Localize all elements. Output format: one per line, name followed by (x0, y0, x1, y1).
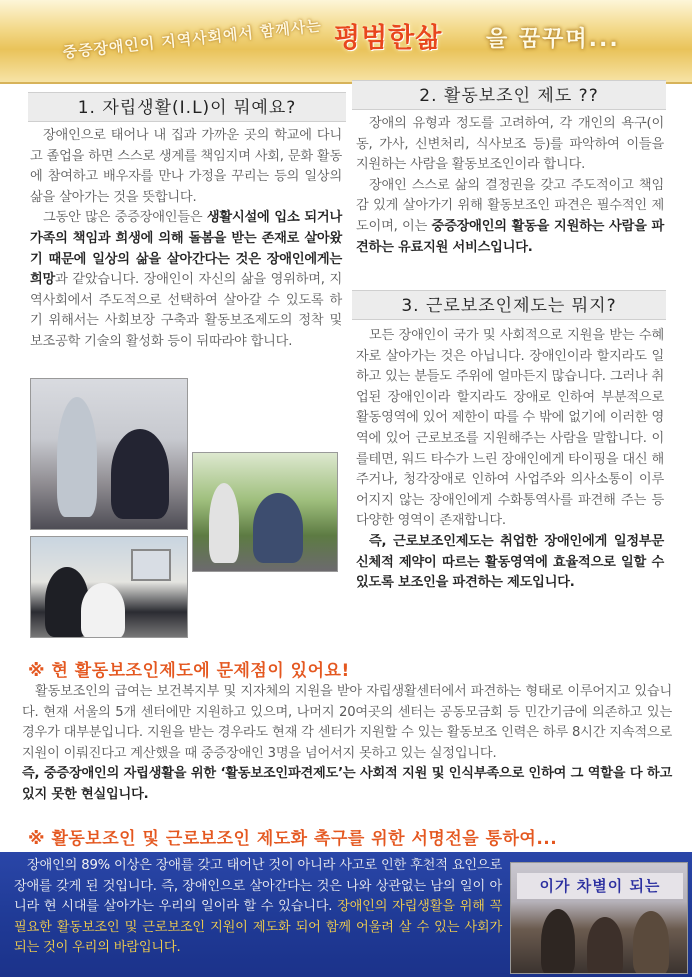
monitor-shape (131, 549, 171, 581)
section2-p2-emphasis: 중증장애인의 활동을 지원하는 사람을 파견하는 유료지원 서비스입니다. (356, 218, 665, 255)
problem-paragraph-1: 활동보조인의 급여는 보건복지부 및 지자체의 지원을 받아 자립생활센터에서 파견하는 형태로 이루어지고 있습니다. 현재 서울의 5개 센터에만 지원하고 있으며, 나머지 20여곳의 센터는 공동모금회 등 민간기금에 의존하고 있는 경우가 대부분입니다. 지원을 받는 경우라도 현재 각 센터가 지원할 수 있는 활동보조 인력은 하루 8시간 지속적으로 지원이 이뤄진다고 계산했을 때 중증장애인 3명을 넘어서지 못하고 있는 실정입니다. (22, 684, 672, 761)
problem-paragraph-2: 즉, 중증장애인의 자립생활을 위한 ‘활동보조인파견제도’는 사회적 지원 및 인식부족으로 인하여 그 역할을 다 하고 있지 못한 현실입니다. (22, 766, 672, 802)
photo-figure (209, 483, 239, 563)
petition-heading: ※ 활동보조인 및 근로보조인 제도화 촉구를 위한 서명전을 통하여... (28, 829, 558, 849)
section1-body (30, 126, 342, 353)
photo-figure (587, 917, 623, 974)
section1-paragraph-2 (30, 208, 342, 352)
petition-highlight: 장애인의 자립생활을 위해 꼭 필요한 활동보조인 및 근로보조인 지원이 제도화 되어 함께 어울려 살 수 있는 사회가 되는 것이 우리의 바람입니다. (14, 899, 502, 956)
header-banner (0, 0, 692, 84)
section2-paragraph-1: 장애의 유형과 정도를 고려하여, 각 개인의 욕구(이동, 가사, 신변처리, 식사보조 등)를 파악하여 이들을 지원하는 사람을 활동보조인이라 합니다. (356, 116, 664, 173)
section2-p2-start: 장애인 스스로 삶의 결정권을 갖고 주도적이고 책임감 있게 살아가기 위해 활동보조인 파견은 필수적인 제도이며, 이는 (356, 177, 664, 234)
section1-p2-start: 그동안 많은 중증장애인들은 (43, 210, 207, 226)
header-subtitle: 중증장애인이 지역사회에서 함께사는 (61, 16, 323, 62)
problem-body (22, 682, 672, 806)
photo-figure (541, 909, 575, 974)
petition-paragraph (14, 856, 502, 959)
section2-paragraph-2 (356, 176, 664, 258)
header-title-tail: 을 꿈꾸며... (486, 27, 620, 52)
petition-body (14, 856, 502, 959)
section1-p2-end: 과 같았습니다. 장애인이 자신의 삶을 영위하며, 지역사회에서 주도적으로 선택하여 살아갈 수 있도록 하기 위해서는 사회보장 구축과 활동보조제도의 정착 및 보조공학 기술의 활성화 등이 뒤따라야 합니다. (30, 272, 342, 349)
photo-figure (111, 429, 169, 519)
section3-paragraph-1: 모든 장애인이 국가 및 사회적으로 지원을 받는 수혜자로 살아가는 것은 아닙니다. 장애인이라 할지라도 일하고 있는 분들도 주위에 얼마든지 많습니다. 그러나 취업된 장애인이라 할지라도 장애로 인하여 부분적으로 활동영역에 있어 제한이 따를 수 밖에 없기에 이러한 영역에 있어 근로보조를 지원해주는 사람을 말합니다. 이를테면, 워드 타수가 느린 장애인에게 타이핑을 대신 해 주거나, 청각장애로 인하여 사업주와 의사소통이 이루어지지 않는 장애인에게 수화통역사를 파견해 주는 등 다양한 영역이 존재합니다. (356, 328, 664, 529)
section3-body (356, 326, 664, 594)
section2-body (356, 114, 664, 258)
photo-figure (633, 911, 669, 974)
rally-banner: 이가 차별이 되는 (517, 873, 683, 899)
photo-figure (81, 583, 125, 638)
photo-rally (510, 862, 688, 974)
section1-p2-emphasis: 생활시설에 입소 되거나 가족의 책임과 희생에 의해 돌봄을 받는 존재로 살아왔기 때문에 일상의 삶을 살아간다는 것은 장애인에게는 희망 (30, 210, 342, 288)
photo-wheelchair-outdoor (192, 452, 338, 572)
problem-heading: ※ 현 활동보조인제도에 문제점이 있어요! (28, 661, 350, 681)
photo-assisting-man-at-home (30, 378, 188, 530)
section1-heading: 1. 자립생활(I.L)이 뭐예요? (28, 92, 346, 122)
section2-heading: 2. 활동보조인 제도 ?? (352, 80, 666, 110)
petition-text: 장애인의 89% 이상은 장애를 갖고 태어난 것이 아니라 사고로 인한 후천적 요인으로 장애를 갖게 된 것입니다. 즉, 장애인으로 살아간다는 것은 나와 상관없는 남의 일이 아니라 현 시대를 살아가는 우리의 일이라 할 수 있습니다. (14, 858, 502, 915)
photo-figure (57, 397, 97, 517)
section3-heading: 3. 근로보조인제도는 뭐지? (352, 290, 666, 320)
header-title-main: 평범한삶 (334, 23, 443, 54)
photo-computer-work (30, 536, 188, 638)
section3-paragraph-2: 즉, 근로보조인제도는 취업한 장애인에게 일정부문 신체적 제약이 따르는 활동영역에 효율적으로 일할 수 있도록 보조인을 파견하는 제도입니다. (356, 533, 664, 591)
photo-figure (253, 493, 303, 563)
section1-paragraph-1: 장애인으로 태어나 내 집과 가까운 곳의 학교에 다니고 졸업을 하면 스스로 생계를 책임지며 사회, 문화 활동에 참여하고 배우자를 만나 가정을 꾸리는 등의 일상의 삶을 살아가는 것을 뜻합니다. (30, 128, 342, 205)
